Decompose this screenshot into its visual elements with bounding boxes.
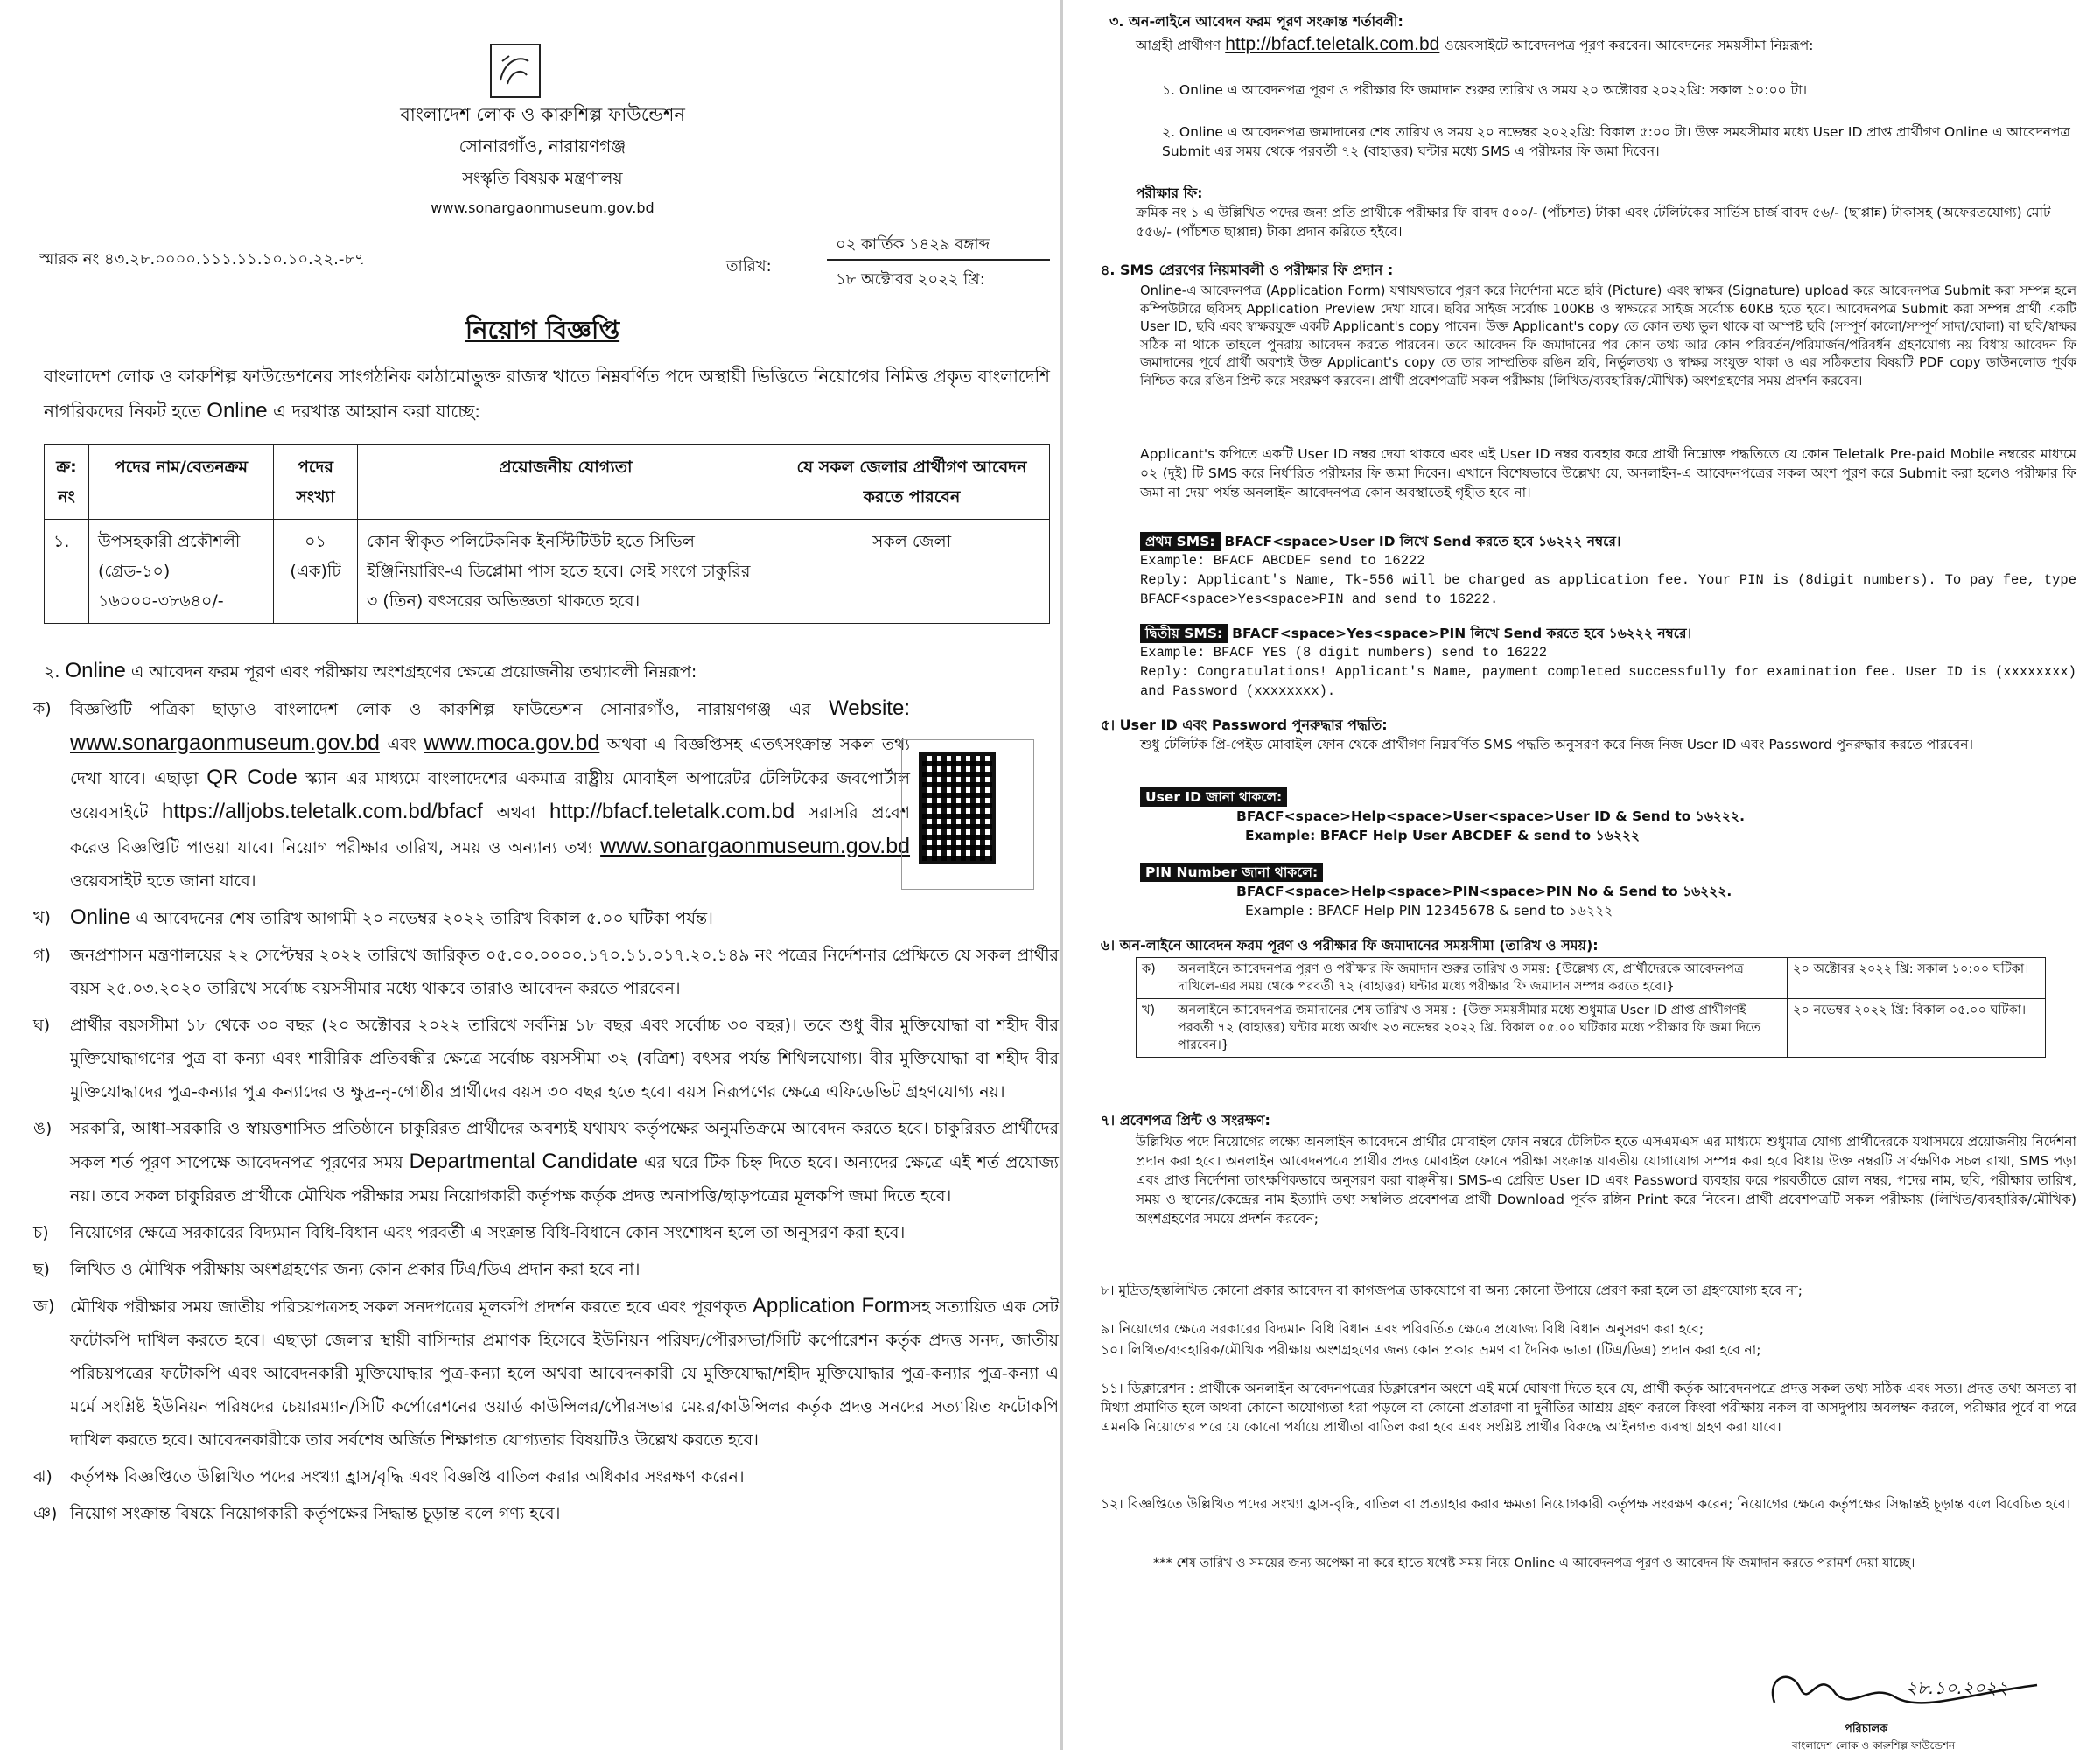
signatory-org: বাংলাদেশ লোক ও কারুশিল্প ফাউন্ডেশন — [1792, 1739, 1956, 1752]
section-10: ১০। লিখিত/ব্যবহারিক/মৌখিক পরীক্ষায় অংশগ্রহণের জন্য কোন প্রকার ভ্রমণ বা দৈনিক ভাতা (টিএ/ডিএ) প্রদান করা হবে না; — [1101, 1342, 1761, 1358]
column-divider — [1060, 0, 1063, 1750]
section-7-heading: ৭। প্রবেশপত্র প্রিন্ট ও সংরক্ষণ: — [1101, 1112, 1270, 1129]
col-district-header: যে সকল জেলার প্রার্থীগণ আবেদন করতে পারবেন — [774, 445, 1050, 520]
date-divider — [827, 259, 1050, 261]
org-location: সোনারগাঁও, নারায়ণগঞ্জ — [458, 136, 626, 157]
left-column — [26, 17, 1059, 1745]
fee-text: ক্রমিক নং ১ এ উল্লিখিত পদের জন্য প্রতি প্রার্থীকে পরীক্ষার ফি বাবদ ৫০০/- (পাঁচশত) টাকা এবং টেলিটকের সার্ভিস চার্জ বাবদ ৫৬/- (ছাপ্পান্ন) টাকাসহ (অফেরতযোগ্য) মোট ৫৫৬/- (পাঁচশত ছাপ্পান্ন) টাকা প্রদান করিতে হইবে। — [1136, 205, 2051, 240]
row-count: ০১ (এক)টি — [274, 520, 358, 624]
advice-note: *** শেষ তারিখ ও সময়ের জন্য অপেক্ষা না করে হাতে যথেষ্ট সময় নিয়ে Online এ আবেদনপত্র পূরণ ও আবেদন ফি জমাদান করতে পরামর্শ দেয়া যাচ্ছে। — [1153, 1556, 1915, 1570]
table-row: খ) অনলাইনে আবেদনপত্র জমাদানের শেষ তারিখ ও সময় : {উক্ত সময়সীমার মধ্যে শুধুমাত্র User ID প্রাপ্ত প্রার্থীগণই পরবর্তী ৭২ (বাহাত্তর) ঘন্টার মধ্যে অর্থাৎ ২৩ নভেম্বর ২০২২ খ্রি. বিকাল ০৫.০০ ঘটিকার মধ্যে পরীক্ষার ফি জমা দিতে পারবেন।} ২০ নভেম্বর ২০২২ খ্রি: বিকাল ০৫.০০ ঘটিকা। — [1137, 999, 2046, 1058]
post-table — [44, 444, 1050, 624]
item-kha: খ) Online এ আবেদনের শেষ তারিখ আগামী ২০ নভেম্বর ২০২২ তারিখ বিকাল ৫.০০ ঘটিকা পর্যন্ত। — [33, 905, 713, 929]
table-header-row — [45, 445, 1050, 520]
row-sl: ১. — [45, 520, 89, 624]
user-id-badge: User ID জানা থাকলে: — [1140, 787, 1287, 807]
intro-paragraph: বাংলাদেশ লোক ও কারুশিল্প ফাউন্ডেশনের সাংগঠনিক কাঠামোভুক্ত রাজস্ব খাতে নিম্নবর্ণিত পদে অস্থায়ী ভিত্তিতে নিয়োগের নিমিত্ত প্রকৃত বাংলাদেশি নাগরিকদের নিকট হতে Online এ দরখাস্ত আহ্বান করা যাচ্ছে: — [44, 366, 1050, 423]
section-7-text: উল্লিখিত পদে নিয়োগের লক্ষ্যে অনলাইন আবেদনে প্রার্থীর মোবাইল ফোন নম্বরে টেলিটক হতে এসএমএস এর মাধ্যমে শুধুমাত্র যোগ্য প্রার্থীদেরকে যথাসময়ে প্রয়োজনীয় নির্দেশনা প্রদান করা হবে। অনলাইন আবেদনপত্রে প্রার্থীর প্রদত্ত মোবাইল ফোনে পরীক্ষা সংক্রান্ত যাবতীয় যোগাযোগ সম্পন্ন করা হবে বিধায় উক্ত নম্বরটি সার্বক্ষণিক সচল রাখা, SMS পড়া এবং প্রাপ্ত নির্দেশনা তাৎক্ষণিকভাবে অনুসরণ করা বাঞ্ছনীয়। SMS-এ প্রেরিত User ID এবং Password ব্যবহার করে পরবর্তীতে রোল নম্বর, পদের নাম, ছবি, পরীক্ষার তারিখ, সময় ও স্থানের/কেন্দ্রের নাম ইত্যাদি তথ্য সম্বলিত প্রবেশপত্র প্রার্থী Download পূর্বক রঙ্গিন Print করে নিবেন। প্রার্থী প্রবেশপত্রটি সকল পরীক্ষায় (লিখিত/ব্যবহারিক/মৌখিক) অংশগ্রহণের সময়ে প্রদর্শন করবেন; — [1136, 1134, 2076, 1227]
col-post-header: পদের নাম/বেতনক্রম — [89, 445, 274, 520]
section-4-heading: ৪. SMS প্রেরণের নিয়মাবলী ও পরীক্ষার ফি প্রদান : — [1101, 262, 1394, 278]
sms-2-badge: দ্বিতীয় SMS: — [1140, 624, 1228, 643]
section-4-para-2: Applicant's কপিতে একটি User ID নম্বর দেয়া থাকবে এবং এই User ID নম্বর ব্যবহার করে প্রার্থী নিম্নোক্ত পদ্ধতিতে যে কোন Teletalk Pre-paid Mobile নম্বরের মাধ্যমে ০২ (দুই) টি SMS করে নির্ধারিত পরীক্ষার ফি জমা দিবেন। এখানে বিশেষভাবে উল্লেখ্য যে, অনলাইন-এ আবেদনপত্রের সকল অংশ পূরণ করে Submit করা হলেও পরীক্ষার ফি জমা না দেয়া পর্যন্ত অনলাইন আবেদনপত্র কোন অবস্থাতেই গৃহীত হবে না। — [1140, 446, 2076, 500]
section-3-intro: আগ্রহী প্রার্থীগণ http://bfacf.teletalk.com.bd ওয়েবসাইটে আবেদনপত্র পূরণ করবেন। আবেদনের সময়সীমা নিম্নরূপ: — [1136, 34, 1814, 54]
recover-user-id-block: User ID জানা থাকলে: BFACF<space>Help<space>User<space>User ID & Send to ১৬২২২. Example: BFACF Help User ABCDEF & send to ১৬২২২ — [1140, 787, 2076, 845]
date-label: তারিখ: — [726, 257, 772, 276]
section-3-item-2: ২. Online এ আবেদনপত্র জমাদানের শেষ তারিখ ও সময় ২০ নভেম্বর ২০২২খ্রি: বিকাল ৫:০০ টা। উক্ত সময়সীমার মধ্যে User ID প্রাপ্ত প্রার্থীগণ Online এ আবেদনপত্র Submit এর সময় থেকে পরবর্তী ৭২ (বাহাত্তর) ঘন্টার মধ্যে SMS এ পরীক্ষার ফি জমা দিবেন। — [1162, 124, 2070, 159]
sms-2-block: দ্বিতীয় SMS: BFACF<space>Yes<space>PIN লিখে Send করতে হবে ১৬২২২ নম্বরে। Example: BFACF YES (8 digit numbers) send to 16222 Reply: Congratulations! Applicant's Name, payment completed successfully for examination fee. User ID is (xxxxxxxx) and Password (xxxxxxxx). — [1140, 626, 2076, 699]
date-bangla: ০২ কার্তিক ১৪২৯ বঙ্গাব্দ — [836, 235, 990, 254]
link-alljobs[interactable]: https://alljobs.teletalk.com.bd/bfacf — [161, 800, 483, 823]
table-row: ক) অনলাইনে আবেদনপত্র পূরণ ও পরীক্ষার ফি জমাদান শুরুর তারিখ ও সময়: {উল্লেখ্য যে, প্রার্থীদেরকে আবেদনপত্র দাখিলে-এর সময় থেকে পরবর্তী ৭২ (বাহাত্তর) ঘন্টার মধ্যে পরীক্ষার ফি জমাদান সম্পন্ন করতে হবে।} ২০ অক্টোবর ২০২২ খ্রি: সকাল ১০:০০ ঘটিকা। — [1137, 958, 2046, 999]
section-11: ১১। ডিক্লারেশন : প্রার্থীকে অনলাইন আবেদনপত্রের ডিক্লারেশন অংশে এই মর্মে ঘোষণা দিতে হবে যে, প্রার্থী কর্তৃক আবেদনপত্রে প্রদত্ত সকল তথ্য সঠিক এবং সত্য। প্রদত্ত তথ্য অসত্য বা মিথ্যা প্রমাণিত হলে অথবা কোনো অযোগ্যতা ধরা পড়লে বা কোনো প্রতারণা বা দুর্নীতির আশ্রয় গ্রহণ করলে কিংবা পরীক্ষায় নকল বা অসদুপায় অবলম্বন করলে, পরীক্ষার পূর্বে বা পরে এমনকি নিয়োগের পরে যে কোনো পর্যায়ে প্রার্থীতা বাতিল করা হবে এবং সংশ্লিষ্ট প্রার্থীর বিরুদ্ধে আইনগত ব্যবস্থা গ্রহণ করা যাবে। — [1101, 1381, 2076, 1435]
pin-badge: PIN Number জানা থাকলে: — [1140, 863, 1323, 882]
section-5-heading: ৫। User ID এবং Password পুনরুদ্ধার পদ্ধতি: — [1101, 717, 1388, 733]
item-ga: গ) জনপ্রশাসন মন্ত্রণালয়ের ২২ সেপ্টেম্বর ২০২২ তারিখে জারিকৃত ০৫.০০.০০০০.১৭০.১১.০১৭.২০.১৪৯ নং পত্রের নির্দেশনার প্রেক্ষিতে যে সকল প্রার্থীর বয়স ২৫.০৩.২০২০ তারিখে সর্বোচ্চ বয়সসীমার মধ্যে থাকবে তারাও আবেদন করতে পারবেন। — [33, 946, 1059, 998]
col-count-header: পদের সংখ্যা — [274, 445, 358, 520]
date-english: ১৮ অক্টোবর ২০২২ খ্রি: — [836, 270, 985, 289]
section-6-heading: ৬। অন-লাইনে আবেদন ফরম পূরণ ও পরীক্ষার ফি জমাদানের সময়সীমা (তারিখ ও সময়): — [1101, 937, 1599, 954]
sms-1-badge: প্রথম SMS: — [1140, 532, 1221, 551]
col-qualification-header: প্রয়োজনীয় যোগ্যতা — [358, 445, 774, 520]
item-ka: ক) বিজ্ঞপ্তিটি পত্রিকা ছাড়াও বাংলাদেশ লোক ও কারুশিল্প ফাউন্ডেশন সোনারগাঁও, নারায়ণগঞ্জ এর Website: www.sonargaonmuseum.gov.bd এবং www.moca.gov.bd অথবা এ বিজ্ঞপ্তিসহ এতৎসংক্রান্ত সকল তথ্য দেখা যাবে। এছাড়া QR Code স্ক্যান এর মাধ্যমে বাংলাদেশের একমাত্র রাষ্ট্রীয় মোবাইল অপারেটর টেলিটকের জবপোর্টাল ওয়েবসাইটে https://alljobs.teletalk.com.bd/bfacf অথবা http://bfacf.teletalk.com.bd সরাসরি প্রবেশ করেও বিজ্ঞপ্তিটি পাওয়া যাবে। নিয়োগ পরীক্ষার তারিখ, সময় ও অন্যান্য তথ্য www.sonargaonmuseum.gov.bd ওয়েবসাইট হতে জানা যাবে। — [33, 696, 911, 891]
link-moca[interactable]: www.moca.gov.bd — [424, 731, 600, 755]
fee-heading: পরীক্ষার ফি: — [1136, 185, 1203, 201]
section-2-heading: ২. Online এ আবেদন ফরম পূরণ এবং পরীক্ষায় অংশগ্রহণের ক্ষেত্রে প্রয়োজনীয় তথ্যাবলী নিম্নরূপ: — [44, 659, 697, 682]
col-sl-header: ক্র: নং — [45, 445, 89, 520]
notice-title: নিয়োগ বিজ্ঞপ্তি — [465, 315, 620, 345]
item-gha: ঘ) প্রার্থীর বয়সসীমা ১৮ থেকে ৩০ বছর (২০ অক্টোবর ২০২২ তারিখে সর্বনিম্ন ১৮ বছর এবং সর্বোচ্চ ৩০ বছর)। তবে শুধু বীর মুক্তিযোদ্ধা বা শহীদ বীর মুক্তিযোদ্ধাগণের পুত্র বা কন্যা এবং শারীরিক প্রতিবন্ধীর ক্ষেত্রে সর্বোচ্চ বয়সসীমা ৩২ (বত্রিশ) বৎসর পর্যন্ত শিথিলযোগ্য। বীর মুক্তিযোদ্ধা বা শহীদ বীর মুক্তিযোদ্ধাদের পুত্র-কন্যার পুত্র কন্যাদের ও ক্ষুদ্র-নৃ-গোষ্ঠীর প্রার্থীদের বয়স ৩০ বছর হতে হবে। বয়স নিরূপণের ক্ষেত্রে এফিডেভিট গ্রহণযোগ্য নয়। — [33, 1016, 1059, 1101]
signature-date: ২৮.১০.২০২২ — [1906, 1677, 2008, 1698]
header-website[interactable]: www.sonargaonmuseum.gov.bd — [430, 199, 654, 216]
recover-pin-block: PIN Number জানা থাকলে: BFACF<space>Help<space>PIN<space>PIN No & Send to ১৬২২২. Example : BFACF Help PIN 12345678 & send to ১৬২২২ — [1140, 863, 2076, 920]
section-5-text: শুধু টেলিটক প্রি-পেইড মোবাইল ফোন থেকে প্রার্থীগণ নিম্নবর্ণিত SMS পদ্ধতি অনুসরণ করে নিজ নিজ User ID এবং Password পুনরুদ্ধার করতে পারবেন। — [1140, 737, 1974, 752]
item-nya: ঞ) নিয়োগ সংক্রান্ত বিষয়ে নিয়োগকারী কর্তৃপক্ষের সিদ্ধান্ত চূড়ান্ত বলে গণ্য হবে। — [33, 1504, 561, 1523]
signatory-title: পরিচালক — [1844, 1723, 1888, 1736]
ministry-name: সংস্কৃতি বিষয়ক মন্ত্রণালয় — [462, 169, 623, 188]
section-3-heading: ৩. অন-লাইনে আবেদন ফরম পূরণ সংক্রান্ত শর্তাবলী: — [1110, 13, 1404, 30]
qr-code-icon[interactable] — [919, 752, 996, 864]
org-name: বাংলাদেশ লোক ও কারুশিল্প ফাউন্ডেশন — [400, 104, 685, 125]
item-ca: চ) নিয়োগের ক্ষেত্রে সরকারের বিদ্যমান বিধি-বিধান এবং পরবর্তী এ সংক্রান্ত বিধি-বিধানে কোন সংশোধন হলে তা অনুসরণ করা হবে। — [33, 1223, 906, 1242]
section-12: ১২। বিজ্ঞপ্তিতে উল্লিখিত পদের সংখ্যা হ্রাস-বৃদ্ধি, বাতিল বা প্রত্যাহার করার ক্ষমতা নিয়োগকারী কর্তৃপক্ষ সংরক্ষণ করেন; নিয়োগের ক্ষেত্রে কর্তৃপক্ষের সিদ্ধান্তই চূড়ান্ত বলে বিবেচিত হবে। — [1101, 1496, 2071, 1512]
item-uo: ঙ) সরকারি, আধা-সরকারি ও স্বায়ত্তশাসিত প্রতিষ্ঠানে চাকুরিরত প্রার্থীদের অবশ্যই যথাযথ কর্তৃপক্ষের অনুমতিক্রমে আবেদন করতে হবে। চাকুরিরত প্রার্থীদের সকল শর্ত পূরণ সাপেক্ষে আবেদনপত্র পূরণের সময় Departmental Candidate এর ঘরে টিক চিহ্ন দিতে হবে। অন্যদের ক্ষেত্রে এই শর্ত প্রযোজ্য নয়। তবে সকল চাকুরিরত প্রার্থীকে মৌখিক পরীক্ষার সময় নিয়োগকারী কর্তৃপক্ষ কর্তৃক প্রদত্ত অনাপত্তি/ছাড়পত্রের মূলকপি জমা দিতে হবে। — [33, 1119, 1059, 1206]
section-3-item-1: ১. Online এ আবেদনপত্র পূরণ ও পরীক্ষার ফি জমাদান শুরুর তারিখ ও সময় ২০ অক্টোবর ২০২২খ্রি: সকাল ১০:০০ টা। — [1162, 82, 1808, 98]
item-ja: জ) মৌখিক পরীক্ষার সময় জাতীয় পরিচয়পত্রসহ সকল সনদপত্রের মূলকপি প্রদর্শন করতে হবে এবং পূরণকৃত Application Formসহ সত্যায়িত এক সেট ফটোকপি দাখিল করতে হবে। এছাড়া জেলার স্থায়ী বাসিন্দার প্রমাণক হিসেবে ইউনিয়ন পরিষদ/পৌরসভা/সিটি কর্পোরেশন কর্তৃক প্রদত্ত সনদ, জাতীয় পরিচয়পত্রের ফটোকপি এবং আবেদনকারী মুক্তিযোদ্ধার পুত্র-কন্যা হলে অথবা আবেদনকারী যে মুক্তিযোদ্ধা/শহীদ মুক্তিযোদ্ধার পুত্র-কন্যার পুত্র-কন্যা এ মর্মে সংশ্লিষ্ট ইউনিয়ন পরিষদের চেয়ারম্যান/সিটি কর্পোরেশনের ওয়ার্ড কাউন্সিলর/পৌরসভার মেয়র/কাউন্সিলর কর্তৃক প্রদত্ত সনদের সত্যায়িত ফটোকপি দাখিল করতে হবে। আবেদনকারীকে তার সর্বশেষ অর্জিত শিক্ষাগত যোগ্যতার বিষয়টিও উল্লেখ করতে হবে। — [33, 1294, 1060, 1450]
row-post: উপসহকারী প্রকৌশলী (গ্রেড-১০) ১৬০০০-৩৮৬৪০/- — [89, 520, 274, 624]
link-sonargaon[interactable]: www.sonargaonmuseum.gov.bd — [70, 731, 380, 755]
row-qualification: কোন স্বীকৃত পলিটেকনিক ইনস্টিটিউট হতে সিভিল ইঞ্জিনিয়ারিং-এ ডিপ্লোমা পাস হতে হবে। সেই সংগে চাকুরির ৩ (তিন) বৎসরের অভিজ্ঞতা থাকতে হবে। — [358, 520, 774, 624]
schedule-table — [1136, 957, 2046, 1058]
foundation-logo-icon — [490, 44, 541, 98]
row-districts: সকল জেলা — [774, 520, 1050, 624]
link-sonargaon-2[interactable]: www.sonargaonmuseum.gov.bd — [600, 834, 911, 858]
table-row — [45, 520, 1050, 624]
sms-1-block: প্রথম SMS: BFACF<space>User ID লিখে Send করতে হবে ১৬২২২ নম্বরে। Example: BFACF ABCDEF send to 16222 Reply: Applicant's Name, Tk-556 will be charged as application fee. Your PIN is (8digit numbers). To pay fee, type BFACF<space>Yes<space>PIN and send to 16222. — [1140, 534, 2076, 607]
section-4-para-1: Online-এ আবেদনপত্র (Application Form) যথাযথভাবে পূরণ করে নির্দেশনা মতে ছবি (Picture) এবং স্বাক্ষর (Signature) upload করে আবেদনপত্র Submit করা সম্পন্ন হলে কম্পিউটারে ছবিসহ Application Preview দেখা যাবে। ছবির সাইজ সর্বোচ্চ 100KB ও স্বাক্ষরের সাইজ সর্বোচ্চ 60KB হতে হবে। আবেদনপত্র Submit করা সম্পন্ন প্রার্থী একটি User ID, ছবি এবং স্বাক্ষরযুক্ত একটি Applicant's copy পাবেন। উক্ত Applicant's copy তে কোন তথ্য ভুল থাকে বা অস্পষ্ট ছবি (সম্পূর্ণ কালো/সম্পূর্ণ সাদা/ঘোলা) বা ছবি/স্বাক্ষর সঠিক না থাকে তাহলে পুনরায় আবেদন করতে পারবেন। তবে আবেদন ফি জমাদানের পর কোন তথ্য আর কোন পরিবর্তন/পরিমার্জন/পরিবর্ধন গ্রহণযোগ্য নয় বিধায় আবেদন ফি জমাদানের পূর্বে প্রার্থী অবশ্যই উক্ত Applicant's copy তে তার সাম্প্রতিক রঙিন ছবি, নির্ভুলতথ্য ও স্বাক্ষর সংযুক্ত থাকা ও এর সঠিকতার বিষয়টি PDF copy ডাউনলোড পূর্বক নিশ্চিত করে রঙিন প্রিন্ট করে সংরক্ষণ করবেন। প্রার্থী প্রবেশপত্রটি সকল পরীক্ষায় (লিখিত/ব্যবহারিক/মৌখিক) অংশগ্রহণের সময় প্রদর্শন করবেন। — [1140, 283, 2076, 388]
right-column — [1074, 7, 2094, 1752]
signature-icon — [1757, 1659, 2046, 1720]
item-jha: ঝ) কর্তৃপক্ষ বিজ্ঞপ্তিতে উল্লিখিত পদের সংখ্যা হ্রাস/বৃদ্ধি এবং বিজ্ঞপ্তি বাতিল করার অধিকার সংরক্ষণ করেন। — [33, 1467, 745, 1486]
item-cha: ছ) লিখিত ও মৌখিক পরীক্ষায় অংশগ্রহণের জন্য কোন প্রকার টিএ/ডিএ প্রদান করা হবে না। — [33, 1260, 640, 1279]
section-8: ৮। মুদ্রিত/হস্তলিখিত কোনো প্রকার আবেদন বা কাগজপত্র ডাকযোগে বা অন্য কোনো উপায়ে প্রেরণ করা হলে তা গ্রহণযোগ্য হবে না; — [1101, 1283, 1802, 1298]
link-bfacf[interactable]: http://bfacf.teletalk.com.bd — [1225, 34, 1440, 54]
link-bfacf-teletalk[interactable]: http://bfacf.teletalk.com.bd — [549, 800, 795, 823]
memo-number: স্মারক নং ৪৩.২৮.০০০০.১১১.১১.১০.১০.২২.-৮৭ — [39, 250, 365, 269]
section-9: ৯। নিয়োগের ক্ষেত্রে সরকারের বিদ্যমান বিধি বিধান এবং পরিবর্তিত ক্ষেত্রে প্রযোজ্য বিধি বিধান অনুসরণ করা হবে; — [1101, 1321, 1704, 1337]
